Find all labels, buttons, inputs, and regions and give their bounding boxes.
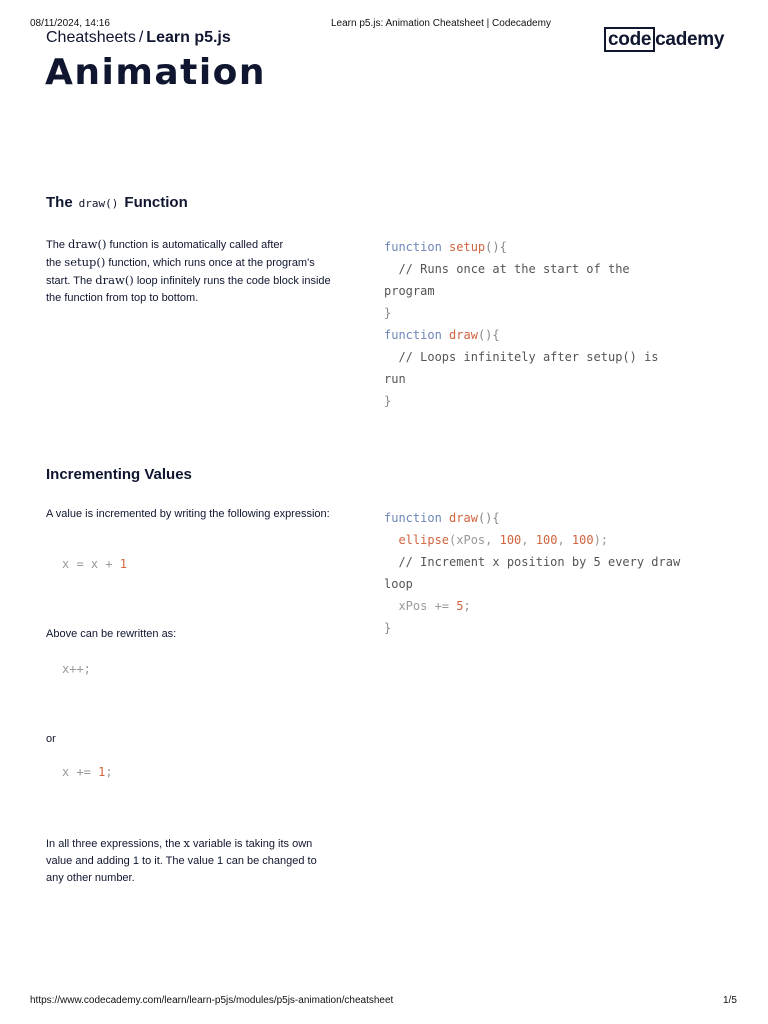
codecademy-logo[interactable] bbox=[604, 29, 724, 51]
code-number: 100 bbox=[535, 533, 558, 547]
increment-para-1: A value is incremented by writing the following expression: bbox=[46, 508, 330, 520]
paragraph-text: variable is taking its own value and adding 1 to it. The value 1 can be changed to any other number. bbox=[46, 838, 317, 884]
paragraph-text: function, which runs once at the program's start. The bbox=[46, 257, 315, 287]
paragraph-text: loop infinitely runs the code block inside the function from top to bottom. bbox=[46, 275, 331, 304]
code-text: ; bbox=[105, 765, 113, 779]
heading-text: The bbox=[46, 194, 73, 211]
breadcrumb bbox=[46, 29, 231, 47]
code-expr-3 bbox=[62, 761, 113, 783]
code-comment: loop bbox=[384, 577, 413, 591]
inline-code: draw() bbox=[67, 237, 107, 251]
code-punct: } bbox=[384, 621, 392, 635]
page-title: Animation bbox=[45, 52, 267, 93]
code-text: , bbox=[521, 533, 536, 547]
code-number: 1 bbox=[98, 765, 106, 779]
code-function: draw bbox=[449, 328, 478, 342]
code-text: xPos += bbox=[384, 599, 457, 613]
code-text: ; bbox=[463, 599, 471, 613]
print-page-title: Learn p5.js: Animation Cheatsheet | Codecademy bbox=[331, 18, 551, 29]
logo-text: cademy bbox=[655, 29, 725, 50]
code-function: setup bbox=[449, 240, 486, 254]
footer-page-number: 1/5 bbox=[723, 995, 737, 1006]
code-text: x++; bbox=[62, 662, 91, 676]
breadcrumb-separator: / bbox=[138, 29, 144, 46]
code-keyword: function bbox=[384, 240, 442, 254]
heading-code: draw() bbox=[78, 197, 119, 210]
increment-para-3: or bbox=[46, 733, 56, 745]
code-function: draw bbox=[449, 511, 478, 525]
breadcrumb-current[interactable]: Learn p5.js bbox=[146, 29, 231, 46]
code-punct: } bbox=[384, 394, 392, 408]
code-punct: } bbox=[384, 306, 392, 320]
code-text: ); bbox=[593, 533, 609, 547]
code-keyword: function bbox=[384, 328, 442, 342]
heading-text: Function bbox=[124, 194, 188, 211]
inline-code: setup() bbox=[64, 255, 106, 269]
code-block-ellipse-draw bbox=[384, 507, 680, 639]
inline-code: x bbox=[183, 836, 191, 850]
code-number: 100 bbox=[499, 533, 522, 547]
code-keyword: function bbox=[384, 511, 442, 525]
section-heading-increment: Incrementing Values bbox=[46, 466, 192, 483]
code-comment: // Loops infinitely after setup() is bbox=[384, 350, 659, 364]
code-comment: // Runs once at the start of the bbox=[384, 262, 630, 276]
code-number: 1 bbox=[119, 557, 128, 571]
code-punct: (){ bbox=[485, 240, 507, 254]
breadcrumb-cheatsheets-link[interactable]: Cheatsheets bbox=[46, 29, 136, 46]
code-expr-2 bbox=[62, 658, 91, 680]
paragraph-text: In all three expressions, the bbox=[46, 838, 181, 850]
code-comment: // Increment x position by 5 every draw bbox=[384, 555, 681, 569]
code-comment: program bbox=[384, 284, 435, 298]
code-text: , bbox=[557, 533, 572, 547]
code-text: x = x + bbox=[62, 557, 120, 571]
print-datetime: 08/11/2024, 14:16 bbox=[30, 18, 110, 29]
code-function: ellipse bbox=[398, 533, 450, 547]
draw-description bbox=[46, 236, 331, 307]
increment-para-2: Above can be rewritten as: bbox=[46, 628, 177, 640]
code-number: 5 bbox=[456, 599, 464, 613]
code-number: 100 bbox=[571, 533, 594, 547]
code-text: x += bbox=[62, 765, 99, 779]
code-comment: run bbox=[384, 372, 406, 386]
logo-box-text: code bbox=[604, 27, 655, 52]
increment-para-4 bbox=[46, 835, 331, 887]
inline-code: draw() bbox=[95, 273, 134, 287]
section-heading-draw bbox=[46, 194, 188, 211]
code-punct: (){ bbox=[477, 328, 500, 342]
code-expr-1 bbox=[62, 553, 127, 575]
code-text: (xPos, bbox=[449, 533, 500, 547]
code-block-setup-draw bbox=[384, 236, 659, 412]
paragraph-text: function is automatically called after the bbox=[46, 239, 284, 269]
paragraph-text: The bbox=[46, 239, 65, 251]
code-punct: (){ bbox=[477, 511, 500, 525]
footer-url[interactable]: https://www.codecademy.com/learn/learn-p5js/modules/p5js-animation/cheatsheet bbox=[30, 995, 394, 1006]
